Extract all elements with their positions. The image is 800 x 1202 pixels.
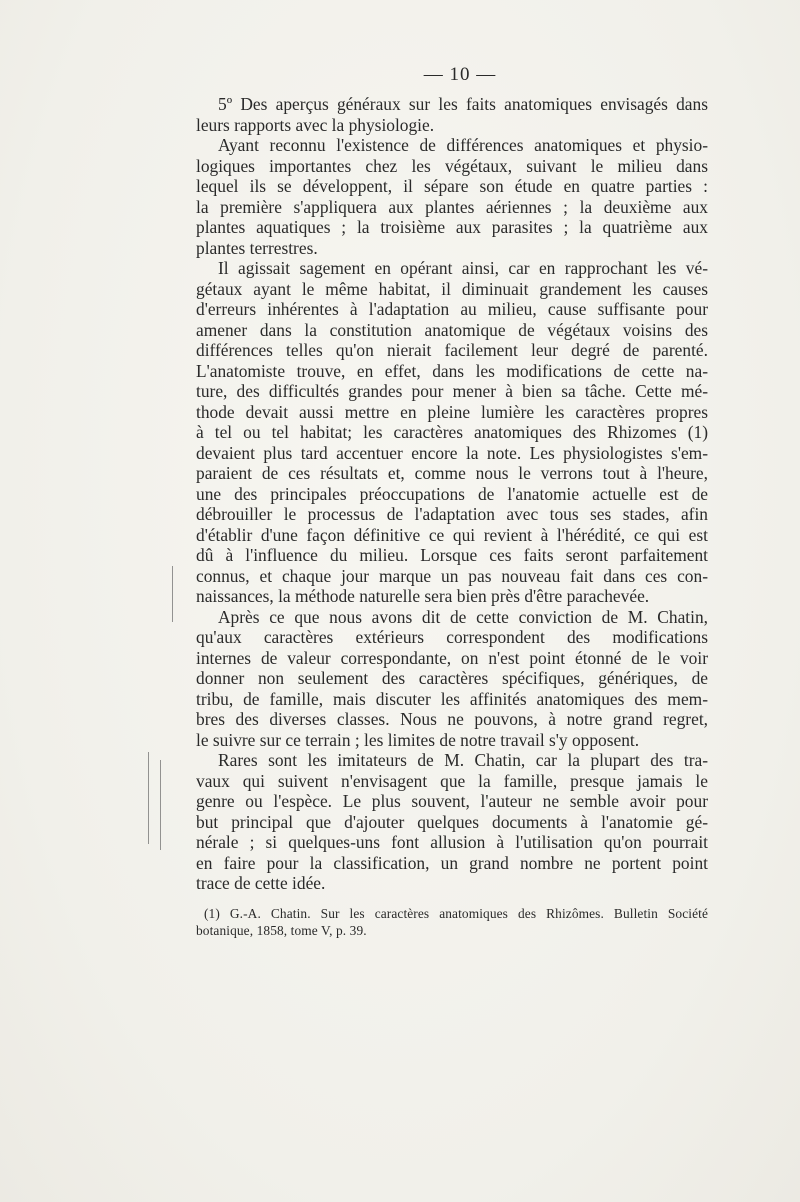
text-line: gétaux ayant le même habitat, il diminuait grandement les causes (196, 278, 708, 299)
text-line: leurs rapports avec la physiologie. (196, 114, 435, 135)
margin-mark (172, 566, 173, 622)
footnote-line: botanique, 1858, tome V, p. 39. (196, 923, 367, 938)
text-line: ture, des difficultés grandes pour mener à bien sa tâche. Cette mé- (196, 381, 708, 401)
text-line: thode devait aussi mettre en pleine lumière les caractères propres (196, 401, 708, 422)
text-line: Rares sont les imitateurs de M. Chatin, car la plupart des tra- (218, 750, 708, 770)
text-line: le suivre sur ce terrain ; les limites de notre travail s'y opposent. (196, 729, 640, 750)
paragraph (196, 607, 708, 751)
margin-mark (148, 752, 149, 844)
text-line: en faire pour la classification, un grand nombre ne portent point (196, 852, 708, 873)
text-line: bres des diverses classes. Nous ne pouvons, à notre grand regret, (196, 709, 708, 729)
text-line: la première s'appliquera aux plantes aériennes ; la deuxième aux (196, 196, 708, 217)
text-line: donner non seulement des caractères spécifiques, génériques, de (196, 668, 708, 688)
text-line: genre ou l'espèce. Le plus souvent, l'auteur ne semble avoir pour (196, 791, 708, 811)
text-line: 5º Des aperçus généraux sur les faits anatomiques envisagés dans (218, 94, 708, 114)
text-line: Ayant reconnu l'existence de différences anatomiques et physio- (218, 135, 708, 155)
text-line: une des principales préoccupations de l'anatomie actuelle est de (196, 483, 708, 504)
body-text (196, 94, 708, 894)
text-line: nérale ; si quelques-uns font allusion à l'utilisation qu'on pourrait (196, 832, 708, 852)
text-line: logiques importantes chez les végétaux, suivant le milieu dans (196, 155, 708, 176)
text-line: devaient plus tard accentuer encore la note. Les physiologistes s'em- (196, 442, 708, 463)
text-line: paraient de ces résultats et, comme nous le verrons tout à l'heure, (196, 463, 708, 483)
footnote-line: (1) G.-A. Chatin. Sur les caractères anatomiques des Rhizômes. Bulletin Société (204, 906, 708, 921)
text-line: plantes aquatiques ; la troisième aux parasites ; la quatrième aux (196, 217, 708, 237)
text-line: L'anatomiste trouve, en effet, dans les modifications de cette na- (196, 360, 708, 381)
text-line: à tel ou tel habitat; les caractères anatomiques des Rhizomes (1) (196, 422, 708, 442)
text-line: vaux qui suivent n'envisagent que la famille, presque jamais le (196, 770, 708, 791)
text-line: amener dans la constitution anatomique de végétaux voisins des (196, 319, 708, 340)
text-line: d'erreurs inhérentes à l'adaptation au milieu, cause suffisante pour (196, 299, 708, 319)
paragraph (196, 258, 708, 607)
text-line: différences telles qu'on nierait facilement leur degré de parenté. (196, 340, 708, 360)
paragraph (196, 94, 708, 135)
text-line: qu'aux caractères extérieurs correspondent des modifications (196, 627, 708, 647)
text-line: connus, et chaque jour marque un pas nouveau fait dans ces con- (196, 565, 708, 586)
text-line: trace de cette idée. (196, 873, 326, 893)
text-line: plantes terrestres. (196, 237, 318, 258)
text-line: lequel ils se développent, il sépare son étude en quatre parties : (196, 176, 708, 196)
footnote (196, 905, 708, 939)
text-line: naissances, la méthode naturelle sera bien près d'être parachevée. (196, 586, 650, 606)
paragraph (196, 750, 708, 894)
text-line: Il agissait sagement en opérant ainsi, car en rapprochant les vé- (218, 258, 708, 278)
text-line: tribu, de famille, mais discuter les affinités anatomiques des mem- (196, 688, 708, 709)
margin-mark (160, 760, 161, 850)
text-line: Après ce que nous avons dit de cette conviction de M. Chatin, (218, 606, 708, 627)
text-line: internes de valeur correspondante, on n'est point étonné de le voir (196, 647, 708, 668)
text-line: d'établir d'une façon définitive ce qui revient à l'hérédité, ce qui est (196, 524, 708, 545)
page-number: — 10 — (423, 64, 497, 85)
paragraph (196, 135, 708, 258)
text-line: dû à l'influence du milieu. Lorsque ces faits seront parfaitement (196, 545, 708, 565)
text-line: but principal que d'ajouter quelques documents à l'anatomie gé- (196, 811, 708, 832)
text-line: débrouiller le processus de l'adaptation avec tous ses stades, afin (196, 504, 708, 524)
